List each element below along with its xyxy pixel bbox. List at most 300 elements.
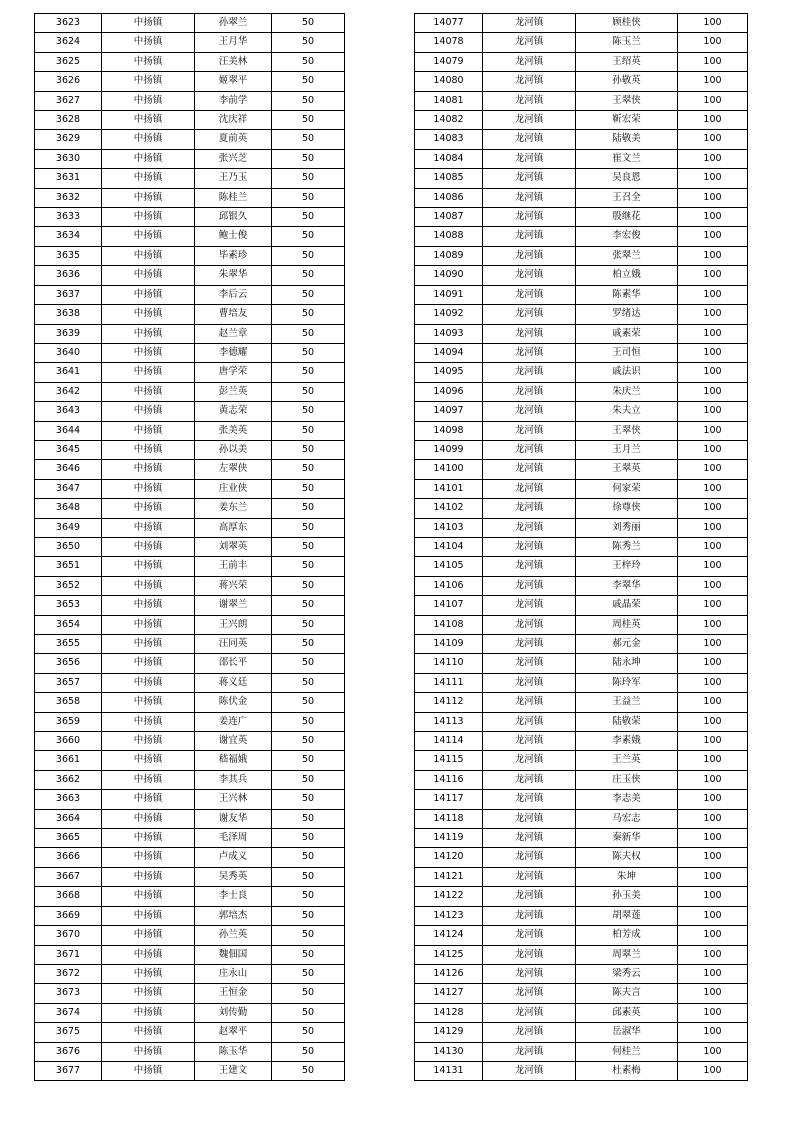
id-cell: 3624 (35, 33, 102, 52)
amount-cell: 100 (678, 654, 748, 673)
table-row (415, 615, 748, 634)
right-table-body (415, 14, 748, 1081)
name-cell: 孙兰英 (195, 926, 272, 945)
town-cell: 龙河镇 (483, 402, 576, 421)
town-cell: 龙河镇 (483, 1023, 576, 1042)
id-cell: 3631 (35, 169, 102, 188)
name-cell: 王兴林 (195, 790, 272, 809)
town-cell: 中扬镇 (102, 402, 195, 421)
id-cell: 3626 (35, 72, 102, 91)
town-cell: 龙河镇 (483, 712, 576, 731)
name-cell: 张翠兰 (576, 246, 678, 265)
town-cell: 龙河镇 (483, 188, 576, 207)
id-cell: 14081 (415, 91, 483, 110)
town-cell: 龙河镇 (483, 693, 576, 712)
name-cell: 李德耀 (195, 343, 272, 362)
id-cell: 14079 (415, 52, 483, 71)
amount-cell: 100 (678, 751, 748, 770)
right-table (414, 13, 748, 1081)
id-cell: 14084 (415, 149, 483, 168)
left-table-body (35, 14, 345, 1081)
amount-cell: 100 (678, 324, 748, 343)
amount-cell: 50 (272, 421, 345, 440)
town-cell: 龙河镇 (483, 576, 576, 595)
table-row (415, 654, 748, 673)
table-row (35, 246, 345, 265)
table-row (415, 635, 748, 654)
name-cell: 胡翠莲 (576, 906, 678, 925)
amount-cell: 50 (272, 596, 345, 615)
id-cell: 3646 (35, 460, 102, 479)
town-cell: 中扬镇 (102, 596, 195, 615)
name-cell: 李翠华 (576, 576, 678, 595)
id-cell: 3634 (35, 227, 102, 246)
name-cell: 陈桂兰 (195, 188, 272, 207)
amount-cell: 100 (678, 499, 748, 518)
town-cell: 龙河镇 (483, 984, 576, 1003)
name-cell: 孙翠兰 (195, 14, 272, 33)
id-cell: 3637 (35, 285, 102, 304)
table-row (415, 557, 748, 576)
table-row (415, 246, 748, 265)
id-cell: 3638 (35, 305, 102, 324)
amount-cell: 100 (678, 227, 748, 246)
table-row (35, 305, 345, 324)
id-cell: 3633 (35, 208, 102, 227)
id-cell: 14089 (415, 246, 483, 265)
town-cell: 龙河镇 (483, 266, 576, 285)
id-cell: 14100 (415, 460, 483, 479)
amount-cell: 100 (678, 615, 748, 634)
town-cell: 龙河镇 (483, 285, 576, 304)
town-cell: 中扬镇 (102, 72, 195, 91)
table-row (415, 72, 748, 91)
id-cell: 14085 (415, 169, 483, 188)
table-row (35, 596, 345, 615)
table-row (415, 208, 748, 227)
id-cell: 14111 (415, 673, 483, 692)
id-cell: 3635 (35, 246, 102, 265)
table-row (35, 460, 345, 479)
id-cell: 14080 (415, 72, 483, 91)
town-cell: 中扬镇 (102, 14, 195, 33)
id-cell: 3660 (35, 732, 102, 751)
name-cell: 秦新华 (576, 829, 678, 848)
amount-cell: 100 (678, 790, 748, 809)
name-cell: 鲍士俊 (195, 227, 272, 246)
name-cell: 赵兰章 (195, 324, 272, 343)
table-row (415, 363, 748, 382)
town-cell: 中扬镇 (102, 52, 195, 71)
town-cell: 中扬镇 (102, 305, 195, 324)
amount-cell: 50 (272, 1042, 345, 1061)
town-cell: 中扬镇 (102, 984, 195, 1003)
name-cell: 陆敬美 (576, 130, 678, 149)
amount-cell: 50 (272, 130, 345, 149)
table-row (415, 712, 748, 731)
id-cell: 3663 (35, 790, 102, 809)
town-cell: 龙河镇 (483, 14, 576, 33)
town-cell: 中扬镇 (102, 615, 195, 634)
name-cell: 李其兵 (195, 770, 272, 789)
id-cell: 3647 (35, 479, 102, 498)
id-cell: 14094 (415, 343, 483, 362)
table-row (35, 149, 345, 168)
table-row (35, 945, 345, 964)
name-cell: 陈玉兰 (576, 33, 678, 52)
amount-cell: 50 (272, 363, 345, 382)
town-cell: 中扬镇 (102, 421, 195, 440)
table-row (415, 169, 748, 188)
table-row (35, 479, 345, 498)
amount-cell: 100 (678, 421, 748, 440)
table-row (415, 266, 748, 285)
id-cell: 3677 (35, 1061, 102, 1080)
table-row (415, 673, 748, 692)
id-cell: 3664 (35, 809, 102, 828)
name-cell: 崔文兰 (576, 149, 678, 168)
name-cell: 黄志荣 (195, 402, 272, 421)
amount-cell: 50 (272, 693, 345, 712)
name-cell: 蒋义廷 (195, 673, 272, 692)
name-cell: 谢翠兰 (195, 596, 272, 615)
amount-cell: 50 (272, 537, 345, 556)
id-cell: 3648 (35, 499, 102, 518)
table-row (35, 14, 345, 33)
town-cell: 中扬镇 (102, 440, 195, 459)
amount-cell: 50 (272, 518, 345, 537)
name-cell: 朱夫立 (576, 402, 678, 421)
table-row (415, 732, 748, 751)
town-cell: 龙河镇 (483, 246, 576, 265)
amount-cell: 100 (678, 1023, 748, 1042)
id-cell: 14103 (415, 518, 483, 537)
id-cell: 3650 (35, 537, 102, 556)
town-cell: 中扬镇 (102, 732, 195, 751)
amount-cell: 100 (678, 91, 748, 110)
id-cell: 3667 (35, 867, 102, 886)
name-cell: 王翠侠 (576, 421, 678, 440)
town-cell: 中扬镇 (102, 790, 195, 809)
name-cell: 王翠侠 (576, 91, 678, 110)
name-cell: 王召全 (576, 188, 678, 207)
name-cell: 陈伏金 (195, 693, 272, 712)
table-row (35, 887, 345, 906)
id-cell: 3676 (35, 1042, 102, 1061)
table-row (415, 518, 748, 537)
id-cell: 3644 (35, 421, 102, 440)
amount-cell: 100 (678, 305, 748, 324)
amount-cell: 50 (272, 14, 345, 33)
name-cell: 孙以美 (195, 440, 272, 459)
amount-cell: 50 (272, 926, 345, 945)
amount-cell: 50 (272, 887, 345, 906)
town-cell: 中扬镇 (102, 770, 195, 789)
town-cell: 中扬镇 (102, 673, 195, 692)
town-cell: 龙河镇 (483, 518, 576, 537)
id-cell: 3671 (35, 945, 102, 964)
table-row (35, 984, 345, 1003)
town-cell: 龙河镇 (483, 809, 576, 828)
table-row (415, 285, 748, 304)
table-row (35, 421, 345, 440)
id-cell: 3627 (35, 91, 102, 110)
town-cell: 龙河镇 (483, 33, 576, 52)
table-row (415, 790, 748, 809)
amount-cell: 50 (272, 343, 345, 362)
name-cell: 蒋兴荣 (195, 576, 272, 595)
town-cell: 龙河镇 (483, 964, 576, 983)
amount-cell: 100 (678, 246, 748, 265)
amount-cell: 100 (678, 382, 748, 401)
amount-cell: 50 (272, 1023, 345, 1042)
table-row (35, 537, 345, 556)
town-cell: 中扬镇 (102, 926, 195, 945)
amount-cell: 100 (678, 635, 748, 654)
amount-cell: 50 (272, 906, 345, 925)
amount-cell: 100 (678, 518, 748, 537)
name-cell: 姬翠平 (195, 72, 272, 91)
table-row (35, 848, 345, 867)
id-cell: 14105 (415, 557, 483, 576)
town-cell: 中扬镇 (102, 537, 195, 556)
amount-cell: 100 (678, 848, 748, 867)
id-cell: 14124 (415, 926, 483, 945)
amount-cell: 100 (678, 169, 748, 188)
amount-cell: 50 (272, 790, 345, 809)
table-row (35, 285, 345, 304)
name-cell: 汪同英 (195, 635, 272, 654)
name-cell: 张美英 (195, 421, 272, 440)
town-cell: 龙河镇 (483, 926, 576, 945)
amount-cell: 100 (678, 867, 748, 886)
id-cell: 14114 (415, 732, 483, 751)
town-cell: 中扬镇 (102, 149, 195, 168)
id-cell: 14123 (415, 906, 483, 925)
town-cell: 中扬镇 (102, 382, 195, 401)
table-row (415, 499, 748, 518)
amount-cell: 50 (272, 557, 345, 576)
name-cell: 左翠侠 (195, 460, 272, 479)
amount-cell: 100 (678, 208, 748, 227)
name-cell: 李士良 (195, 887, 272, 906)
town-cell: 龙河镇 (483, 867, 576, 886)
id-cell: 3643 (35, 402, 102, 421)
town-cell: 龙河镇 (483, 305, 576, 324)
table-row (35, 52, 345, 71)
town-cell: 龙河镇 (483, 1042, 576, 1061)
town-cell: 中扬镇 (102, 635, 195, 654)
table-row (35, 266, 345, 285)
town-cell: 龙河镇 (483, 363, 576, 382)
id-cell: 14115 (415, 751, 483, 770)
amount-cell: 50 (272, 305, 345, 324)
table-row (415, 887, 748, 906)
town-cell: 中扬镇 (102, 91, 195, 110)
id-cell: 3657 (35, 673, 102, 692)
table-row (415, 867, 748, 886)
table-row (415, 1061, 748, 1080)
id-cell: 14127 (415, 984, 483, 1003)
name-cell: 李素娥 (576, 732, 678, 751)
id-cell: 3669 (35, 906, 102, 925)
table-row (35, 693, 345, 712)
town-cell: 龙河镇 (483, 421, 576, 440)
name-cell: 王月兰 (576, 440, 678, 459)
name-cell: 吴良恩 (576, 169, 678, 188)
name-cell: 徐尊侠 (576, 499, 678, 518)
town-cell: 中扬镇 (102, 1003, 195, 1022)
table-row (35, 615, 345, 634)
town-cell: 龙河镇 (483, 324, 576, 343)
id-cell: 14120 (415, 848, 483, 867)
town-cell: 龙河镇 (483, 596, 576, 615)
id-cell: 14093 (415, 324, 483, 343)
town-cell: 龙河镇 (483, 460, 576, 479)
table-row (415, 770, 748, 789)
id-cell: 14092 (415, 305, 483, 324)
amount-cell: 100 (678, 537, 748, 556)
id-cell: 14117 (415, 790, 483, 809)
amount-cell: 50 (272, 1003, 345, 1022)
amount-cell: 100 (678, 926, 748, 945)
table-row (35, 111, 345, 130)
name-cell: 陈素华 (576, 285, 678, 304)
town-cell: 龙河镇 (483, 208, 576, 227)
town-cell: 龙河镇 (483, 1061, 576, 1080)
table-row (415, 479, 748, 498)
id-cell: 3673 (35, 984, 102, 1003)
id-cell: 14122 (415, 887, 483, 906)
name-cell: 郝元金 (576, 635, 678, 654)
table-row (35, 557, 345, 576)
town-cell: 中扬镇 (102, 130, 195, 149)
id-cell: 14096 (415, 382, 483, 401)
table-row (35, 576, 345, 595)
amount-cell: 50 (272, 945, 345, 964)
amount-cell: 50 (272, 149, 345, 168)
table-row (35, 188, 345, 207)
town-cell: 中扬镇 (102, 285, 195, 304)
id-cell: 14129 (415, 1023, 483, 1042)
table-row (415, 382, 748, 401)
name-cell: 嵇福娥 (195, 751, 272, 770)
name-cell: 何桂兰 (576, 1042, 678, 1061)
name-cell: 顾桂侠 (576, 14, 678, 33)
id-cell: 14130 (415, 1042, 483, 1061)
town-cell: 龙河镇 (483, 732, 576, 751)
amount-cell: 50 (272, 52, 345, 71)
name-cell: 庄玉侠 (576, 770, 678, 789)
id-cell: 14106 (415, 576, 483, 595)
town-cell: 中扬镇 (102, 266, 195, 285)
id-cell: 14126 (415, 964, 483, 983)
amount-cell: 100 (678, 266, 748, 285)
name-cell: 毛泽周 (195, 829, 272, 848)
name-cell: 柏立娥 (576, 266, 678, 285)
name-cell: 吴秀英 (195, 867, 272, 886)
name-cell: 戚晶荣 (576, 596, 678, 615)
amount-cell: 50 (272, 479, 345, 498)
name-cell: 王月华 (195, 33, 272, 52)
town-cell: 龙河镇 (483, 848, 576, 867)
amount-cell: 50 (272, 33, 345, 52)
town-cell: 龙河镇 (483, 537, 576, 556)
id-cell: 14086 (415, 188, 483, 207)
name-cell: 孙玉美 (576, 887, 678, 906)
town-cell: 龙河镇 (483, 130, 576, 149)
name-cell: 李志美 (576, 790, 678, 809)
name-cell: 汪美林 (195, 52, 272, 71)
name-cell: 罗绪达 (576, 305, 678, 324)
id-cell: 3623 (35, 14, 102, 33)
name-cell: 王翠英 (576, 460, 678, 479)
name-cell: 陆敬荣 (576, 712, 678, 731)
table-row (35, 1023, 345, 1042)
table-row (415, 751, 748, 770)
id-cell: 3674 (35, 1003, 102, 1022)
amount-cell: 50 (272, 324, 345, 343)
table-row (415, 906, 748, 925)
amount-cell: 100 (678, 596, 748, 615)
id-cell: 3668 (35, 887, 102, 906)
name-cell: 周翠兰 (576, 945, 678, 964)
amount-cell: 100 (678, 52, 748, 71)
town-cell: 中扬镇 (102, 887, 195, 906)
amount-cell: 100 (678, 1061, 748, 1080)
amount-cell: 100 (678, 945, 748, 964)
id-cell: 3625 (35, 52, 102, 71)
name-cell: 李后云 (195, 285, 272, 304)
table-row (415, 848, 748, 867)
table-row (415, 926, 748, 945)
table-row (35, 732, 345, 751)
amount-cell: 50 (272, 673, 345, 692)
table-row (415, 829, 748, 848)
amount-cell: 50 (272, 635, 345, 654)
amount-cell: 100 (678, 460, 748, 479)
table-row (415, 324, 748, 343)
amount-cell: 50 (272, 809, 345, 828)
name-cell: 王建文 (195, 1061, 272, 1080)
name-cell: 岳淑华 (576, 1023, 678, 1042)
amount-cell: 50 (272, 285, 345, 304)
table-row (415, 1042, 748, 1061)
name-cell: 陈玲军 (576, 673, 678, 692)
town-cell: 龙河镇 (483, 887, 576, 906)
table-row (35, 829, 345, 848)
name-cell: 李宏俊 (576, 227, 678, 246)
table-row (35, 1061, 345, 1080)
id-cell: 3645 (35, 440, 102, 459)
table-row (35, 208, 345, 227)
name-cell: 邱银久 (195, 208, 272, 227)
id-cell: 3672 (35, 964, 102, 983)
table-row (415, 305, 748, 324)
name-cell: 孙敬英 (576, 72, 678, 91)
amount-cell: 100 (678, 1003, 748, 1022)
name-cell: 庄永山 (195, 964, 272, 983)
town-cell: 龙河镇 (483, 382, 576, 401)
amount-cell: 50 (272, 848, 345, 867)
table-row (415, 402, 748, 421)
town-cell: 中扬镇 (102, 227, 195, 246)
town-cell: 龙河镇 (483, 770, 576, 789)
table-row (415, 693, 748, 712)
town-cell: 龙河镇 (483, 52, 576, 71)
town-cell: 中扬镇 (102, 363, 195, 382)
amount-cell: 100 (678, 770, 748, 789)
